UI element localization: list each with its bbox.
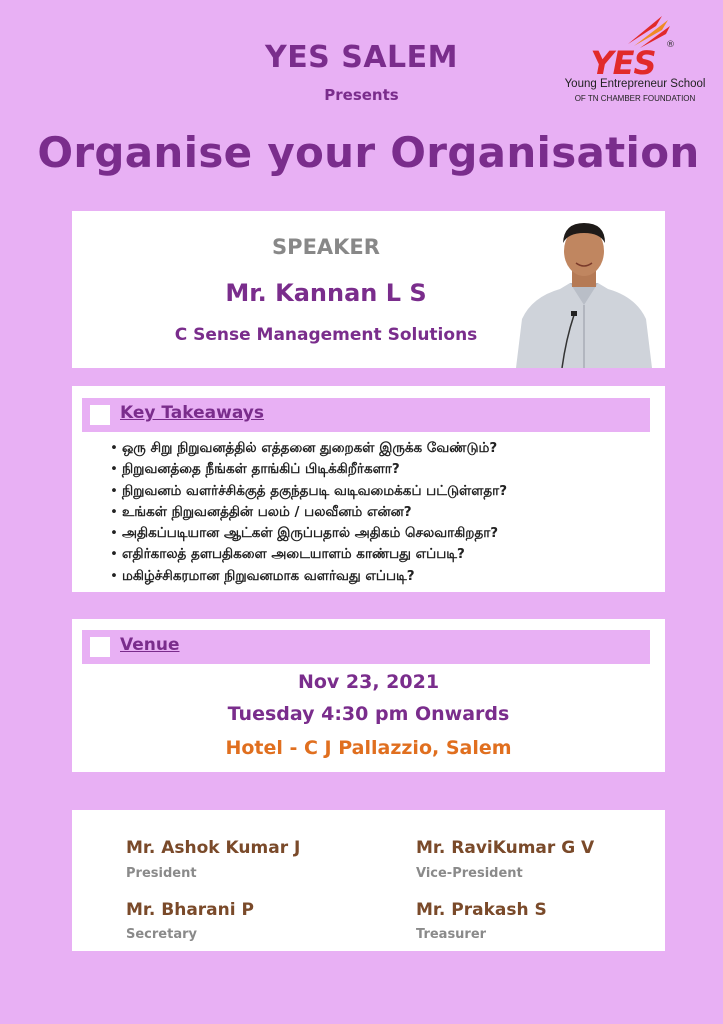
member-name: Mr. Ashok Kumar J: [126, 838, 301, 858]
speaker-photo: [512, 219, 654, 368]
venue-date: Nov 23, 2021: [297, 671, 440, 693]
speaker-name: Mr. Kannan L S: [225, 279, 427, 307]
member-name: Mr. Prakash S: [416, 900, 547, 920]
logo-tagline: Young Entrepreneur School: [564, 78, 706, 90]
member-name: Mr. Bharani P: [126, 900, 254, 920]
wings-icon: [622, 10, 672, 48]
venue-heading: Venue: [120, 635, 180, 655]
list-item: • எதிர்காலத் தளபதிகளை அடையாளம் காண்பது எப்படி?: [110, 544, 507, 565]
member-role: Vice-President: [416, 866, 523, 881]
checkbox-icon: [90, 405, 110, 425]
list-item: • மகிழ்ச்சிகரமான நிறுவனமாக வளர்வது எப்படி?: [110, 566, 507, 587]
takeaways-card: [72, 386, 665, 592]
venue-header-bar: [82, 630, 650, 664]
logo-subtagline: OF TN CHAMBER FOUNDATION: [574, 94, 696, 103]
list-item: • அதிகப்படியான ஆட்கள் இருப்பதால் அதிகம் செலவாகிறதா?: [110, 523, 507, 544]
org-name: YES SALEM: [264, 40, 459, 75]
venue-place: Hotel - C J Pallazzio, Salem: [225, 737, 512, 759]
member-role: Secretary: [126, 927, 197, 942]
speaker-company: C Sense Management Solutions: [174, 325, 478, 345]
event-title: Organise your Organisation: [37, 128, 700, 177]
takeaways-header-bar: [82, 398, 650, 432]
list-item: • நிறுவனம் வளர்ச்சிக்குத் தகுந்தபடி வடிவமைக்கப் பட்டுள்ளதா?: [110, 481, 507, 502]
member-role: President: [126, 866, 197, 881]
list-item: • ஒரு சிறு நிறுவனத்தில் எத்தனை துறைகள் இருக்க வேண்டும்?: [110, 438, 507, 459]
checkbox-icon: [90, 637, 110, 657]
member-role: Treasurer: [416, 927, 487, 942]
venue-card: [72, 619, 665, 772]
list-item: • நிறுவனத்தை நீங்கள் தாங்கிப் பிடிக்கிறீர்களா?: [110, 459, 507, 480]
venue-time: Tuesday 4:30 pm Onwards: [227, 703, 510, 725]
speaker-card: [72, 211, 665, 368]
presents-text: Presents: [324, 86, 399, 104]
logo-mark: YES: [590, 44, 656, 82]
list-item: • உங்கள் நிறுவனத்தின் பலம் / பலவீனம் என்ன?: [110, 502, 507, 523]
registered-mark: ®: [666, 40, 675, 50]
speaker-heading: SPEAKER: [272, 235, 380, 259]
member-name: Mr. RaviKumar G V: [416, 838, 595, 858]
takeaways-heading: Key Takeaways: [120, 403, 264, 423]
yes-logo: [560, 10, 710, 110]
takeaways-list: [110, 438, 507, 587]
team-card: [72, 810, 665, 951]
